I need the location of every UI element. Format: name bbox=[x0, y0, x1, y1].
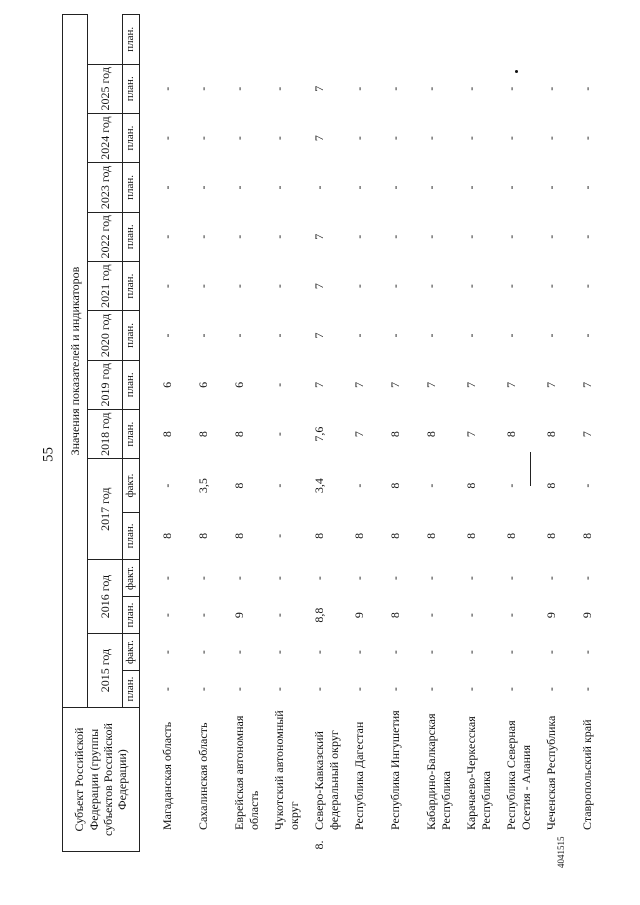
value-cell: - bbox=[464, 234, 478, 239]
value-cell: - bbox=[504, 136, 518, 141]
value-cell: - bbox=[272, 432, 286, 437]
value-cell: - bbox=[272, 576, 286, 581]
value-cell: - bbox=[312, 650, 326, 655]
plan-header: план. bbox=[123, 311, 140, 360]
year-2024-header: 2024 год bbox=[88, 113, 123, 162]
value-cell: - bbox=[388, 687, 402, 692]
value-cell: 8 bbox=[580, 532, 594, 539]
value-cell: 8 bbox=[544, 532, 558, 539]
table-row bbox=[222, 15, 262, 852]
value-cell: 8 bbox=[388, 532, 402, 539]
value-cell: - bbox=[352, 650, 366, 655]
value-cell: 8 bbox=[232, 431, 246, 438]
value-cell: - bbox=[272, 533, 286, 538]
value-cell: - bbox=[272, 234, 286, 239]
value-cell: - bbox=[160, 650, 174, 655]
value-cell: - bbox=[352, 333, 366, 338]
value-cell: - bbox=[160, 333, 174, 338]
value-cell: - bbox=[464, 333, 478, 338]
value-cell: - bbox=[544, 687, 558, 692]
value-cell: - bbox=[312, 576, 326, 581]
value-cell: 7 bbox=[352, 381, 366, 388]
table-row bbox=[534, 15, 570, 852]
value-cell: - bbox=[464, 687, 478, 692]
year-2021-header: 2021 год bbox=[88, 261, 123, 310]
value-cell: - bbox=[464, 613, 478, 618]
value-cell: - bbox=[504, 483, 518, 488]
table-row bbox=[342, 15, 378, 852]
subject-name: Еврейская автономная область bbox=[232, 715, 261, 830]
value-cell: 8 bbox=[544, 431, 558, 438]
value-cell: 8 bbox=[232, 532, 246, 539]
value-cell: 7 bbox=[312, 85, 326, 92]
value-cell: - bbox=[388, 185, 402, 190]
value-cell: - bbox=[580, 284, 594, 289]
value-cell: 9 bbox=[580, 612, 594, 619]
value-cell: - bbox=[272, 284, 286, 289]
value-cell: - bbox=[232, 234, 246, 239]
value-cell: - bbox=[504, 687, 518, 692]
value-cell: - bbox=[272, 687, 286, 692]
year-2018-header: 2018 год bbox=[88, 409, 123, 458]
value-cell: - bbox=[232, 333, 246, 338]
value-cell: - bbox=[352, 483, 366, 488]
value-cell: - bbox=[160, 576, 174, 581]
value-cell: 7 bbox=[464, 381, 478, 388]
value-cell: - bbox=[352, 185, 366, 190]
fact-header: факт. bbox=[123, 634, 140, 671]
value-cell: 7 bbox=[312, 233, 326, 240]
value-cell: - bbox=[232, 650, 246, 655]
row-number bbox=[570, 833, 606, 852]
value-cell: - bbox=[464, 284, 478, 289]
subject-name: Карачаево-Черкесская Республика bbox=[464, 716, 493, 830]
value-cell: 8 bbox=[388, 431, 402, 438]
value-cell: 8 bbox=[312, 532, 326, 539]
plan-header: план. bbox=[123, 64, 140, 113]
value-cell: - bbox=[196, 650, 210, 655]
value-cell: 6 bbox=[196, 381, 210, 388]
value-cell: - bbox=[196, 284, 210, 289]
value-cell: - bbox=[544, 234, 558, 239]
value-cell: 7 bbox=[312, 332, 326, 339]
table-row bbox=[150, 15, 186, 852]
value-cell: - bbox=[544, 136, 558, 141]
indicators-table bbox=[62, 14, 606, 852]
value-cell: - bbox=[388, 86, 402, 91]
plan-header: план. bbox=[123, 512, 140, 559]
value-cell: - bbox=[544, 333, 558, 338]
value-cell: - bbox=[196, 333, 210, 338]
row-number bbox=[494, 833, 534, 852]
value-cell: - bbox=[504, 86, 518, 91]
value-cell: 7 bbox=[352, 431, 366, 438]
value-cell: - bbox=[580, 333, 594, 338]
table-row bbox=[454, 15, 494, 852]
value-cell: - bbox=[272, 483, 286, 488]
row-number bbox=[414, 833, 454, 852]
value-cell: - bbox=[424, 613, 438, 618]
value-cell: 8 bbox=[544, 482, 558, 489]
value-cell: - bbox=[504, 576, 518, 581]
plan-header: план. bbox=[123, 113, 140, 162]
value-cell: - bbox=[196, 613, 210, 618]
subject-name: Чукотский автономный округ bbox=[272, 710, 301, 830]
value-cell: - bbox=[232, 86, 246, 91]
value-cell: 8,8 bbox=[312, 607, 326, 623]
year-2017-header: 2017 год bbox=[88, 459, 123, 560]
value-cell: - bbox=[160, 185, 174, 190]
value-cell: 9 bbox=[352, 612, 366, 619]
value-cell: - bbox=[424, 86, 438, 91]
value-cell: - bbox=[464, 185, 478, 190]
value-cell: - bbox=[272, 86, 286, 91]
value-cell: - bbox=[352, 284, 366, 289]
value-cell: 8 bbox=[464, 532, 478, 539]
value-cell: 9 bbox=[544, 612, 558, 619]
value-cell: - bbox=[352, 86, 366, 91]
document-stamp: 4041515 bbox=[556, 836, 566, 868]
value-cell: - bbox=[580, 687, 594, 692]
rotated-table-wrapper bbox=[62, 14, 632, 852]
value-cell: - bbox=[464, 576, 478, 581]
value-cell: - bbox=[424, 185, 438, 190]
value-cell: 7 bbox=[312, 135, 326, 142]
value-cell: - bbox=[352, 687, 366, 692]
value-cell: - bbox=[160, 86, 174, 91]
value-cell: - bbox=[580, 185, 594, 190]
value-cell: - bbox=[388, 333, 402, 338]
value-cell: - bbox=[464, 136, 478, 141]
value-cell: - bbox=[504, 333, 518, 338]
row-number bbox=[378, 833, 414, 852]
value-cell: - bbox=[272, 613, 286, 618]
value-cell: - bbox=[160, 284, 174, 289]
plan-header: план. bbox=[123, 597, 140, 634]
row-number bbox=[342, 833, 378, 852]
value-cell: 7 bbox=[424, 381, 438, 388]
value-cell: 8 bbox=[160, 431, 174, 438]
value-cell: 7 bbox=[504, 381, 518, 388]
value-cell: 7 bbox=[464, 431, 478, 438]
value-cell: - bbox=[160, 136, 174, 141]
subject-name: Чеченская Республика bbox=[544, 715, 558, 830]
value-cell: - bbox=[544, 86, 558, 91]
table-row bbox=[494, 15, 534, 852]
value-cell: - bbox=[424, 687, 438, 692]
plan-header: план. bbox=[123, 360, 140, 409]
value-cell: 7 bbox=[580, 431, 594, 438]
table-row bbox=[262, 15, 302, 852]
value-cell: - bbox=[196, 86, 210, 91]
value-cell: 7 bbox=[312, 381, 326, 388]
value-cell: 7 bbox=[580, 381, 594, 388]
fact-header: факт. bbox=[123, 560, 140, 597]
value-cell: - bbox=[388, 284, 402, 289]
value-cell: - bbox=[160, 483, 174, 488]
value-cell: - bbox=[388, 576, 402, 581]
value-cell: - bbox=[580, 86, 594, 91]
value-cell: - bbox=[388, 234, 402, 239]
value-cell: 8 bbox=[388, 482, 402, 489]
value-cell: - bbox=[232, 284, 246, 289]
subject-header: Субъект Российской Федерации (группы субъектов Российской Федерации) bbox=[63, 708, 140, 852]
table-row bbox=[378, 15, 414, 852]
subject-name: Ставропольский край bbox=[580, 719, 594, 830]
plan-header: план. bbox=[123, 15, 140, 65]
value-cell: - bbox=[424, 576, 438, 581]
year-2020-header: 2020 год bbox=[88, 311, 123, 360]
value-cell: - bbox=[424, 650, 438, 655]
value-cell: 8 bbox=[196, 431, 210, 438]
value-cell: - bbox=[580, 576, 594, 581]
table-row bbox=[186, 15, 222, 852]
value-cell: - bbox=[232, 185, 246, 190]
value-cell: - bbox=[312, 185, 326, 190]
fact-header: факт. bbox=[123, 459, 140, 512]
page-number: 55 bbox=[40, 447, 57, 462]
value-cell: - bbox=[388, 136, 402, 141]
value-cell: 8 bbox=[196, 532, 210, 539]
value-cell: - bbox=[424, 284, 438, 289]
value-cell: - bbox=[580, 483, 594, 488]
value-cell: - bbox=[312, 687, 326, 692]
value-cell: 8 bbox=[504, 532, 518, 539]
value-cell: - bbox=[160, 687, 174, 692]
plan-header: план. bbox=[123, 163, 140, 212]
value-cell: 9 bbox=[232, 612, 246, 619]
value-cell: - bbox=[504, 185, 518, 190]
value-cell: - bbox=[196, 136, 210, 141]
value-cell: - bbox=[196, 185, 210, 190]
value-cell: - bbox=[196, 576, 210, 581]
value-cell: - bbox=[272, 650, 286, 655]
row-number bbox=[454, 833, 494, 852]
value-cell: - bbox=[424, 333, 438, 338]
value-cell: 8 bbox=[352, 532, 366, 539]
plan-header: план. bbox=[123, 212, 140, 261]
value-cell: 7 bbox=[544, 381, 558, 388]
value-cell: 8 bbox=[424, 431, 438, 438]
value-cell: 7 bbox=[312, 283, 326, 290]
subject-name: Северо-Кавказский федеральный округ bbox=[312, 730, 341, 830]
value-cell: - bbox=[196, 234, 210, 239]
year-2023-header: 2023 год bbox=[88, 163, 123, 212]
year-2022-header: 2022 год bbox=[88, 212, 123, 261]
subject-name: Магаданская область bbox=[160, 721, 174, 830]
value-cell: - bbox=[544, 284, 558, 289]
year-2019-header: 2019 год bbox=[88, 360, 123, 409]
row-number bbox=[262, 833, 302, 852]
table-body bbox=[140, 15, 607, 852]
value-cell: - bbox=[352, 576, 366, 581]
value-cell: 6 bbox=[232, 381, 246, 388]
row-number bbox=[150, 833, 186, 852]
value-cell: - bbox=[544, 650, 558, 655]
value-cell: 8 bbox=[504, 431, 518, 438]
subject-name: Кабардино-Балкарская Республика bbox=[424, 713, 453, 830]
value-cell: 7 bbox=[388, 381, 402, 388]
year-2015-header: 2015 год bbox=[88, 634, 123, 708]
indicators-header: Значения показателей и индикаторов bbox=[63, 15, 88, 708]
value-cell: 7,6 bbox=[312, 426, 326, 442]
subject-name: Республика Северная Осетия - Алания bbox=[504, 720, 533, 830]
value-cell: 8 bbox=[160, 532, 174, 539]
value-cell: 6 bbox=[160, 381, 174, 388]
value-cell: - bbox=[196, 687, 210, 692]
value-cell: - bbox=[388, 650, 402, 655]
value-cell: 8 bbox=[232, 482, 246, 489]
value-cell: 8 bbox=[424, 532, 438, 539]
value-cell: - bbox=[580, 136, 594, 141]
value-cell: - bbox=[352, 234, 366, 239]
value-cell: - bbox=[504, 650, 518, 655]
plan-header: план. bbox=[123, 409, 140, 458]
value-cell: - bbox=[160, 234, 174, 239]
value-cell: 8 bbox=[464, 482, 478, 489]
plan-header: план. bbox=[123, 261, 140, 310]
value-cell: - bbox=[580, 650, 594, 655]
value-cell: - bbox=[424, 136, 438, 141]
value-cell: - bbox=[272, 333, 286, 338]
value-cell: - bbox=[272, 382, 286, 387]
value-cell: - bbox=[504, 284, 518, 289]
value-cell: - bbox=[464, 86, 478, 91]
value-cell: - bbox=[424, 483, 438, 488]
table-row bbox=[302, 15, 342, 852]
spacer-row bbox=[140, 15, 151, 852]
row-number bbox=[222, 833, 262, 852]
table-row bbox=[414, 15, 454, 852]
row-number: 8. bbox=[312, 840, 326, 850]
value-cell: - bbox=[272, 136, 286, 141]
table-row bbox=[570, 15, 606, 852]
year-2016-header: 2016 год bbox=[88, 560, 123, 634]
value-cell: - bbox=[232, 576, 246, 581]
value-cell: - bbox=[352, 136, 366, 141]
row-number bbox=[186, 833, 222, 852]
value-cell: 3,4 bbox=[312, 478, 326, 494]
value-cell: - bbox=[580, 234, 594, 239]
value-cell: - bbox=[232, 687, 246, 692]
subject-name: Республика Дагестан bbox=[352, 721, 366, 830]
year-2025-header: 2025 год bbox=[88, 64, 123, 113]
value-cell: - bbox=[272, 185, 286, 190]
value-cell: - bbox=[160, 613, 174, 618]
value-cell: - bbox=[464, 650, 478, 655]
row-number bbox=[534, 833, 570, 852]
subject-name: Республика Ингушетия bbox=[388, 710, 402, 830]
value-cell: - bbox=[424, 234, 438, 239]
value-cell: - bbox=[504, 613, 518, 618]
value-cell: - bbox=[544, 576, 558, 581]
subject-name: Сахалинская область bbox=[196, 722, 210, 830]
value-cell: - bbox=[232, 136, 246, 141]
value-cell: 3,5 bbox=[196, 478, 210, 494]
value-cell: 8 bbox=[388, 612, 402, 619]
plan-header: план. bbox=[123, 671, 140, 708]
value-cell: - bbox=[544, 185, 558, 190]
table-header bbox=[63, 15, 140, 852]
value-cell: - bbox=[504, 234, 518, 239]
